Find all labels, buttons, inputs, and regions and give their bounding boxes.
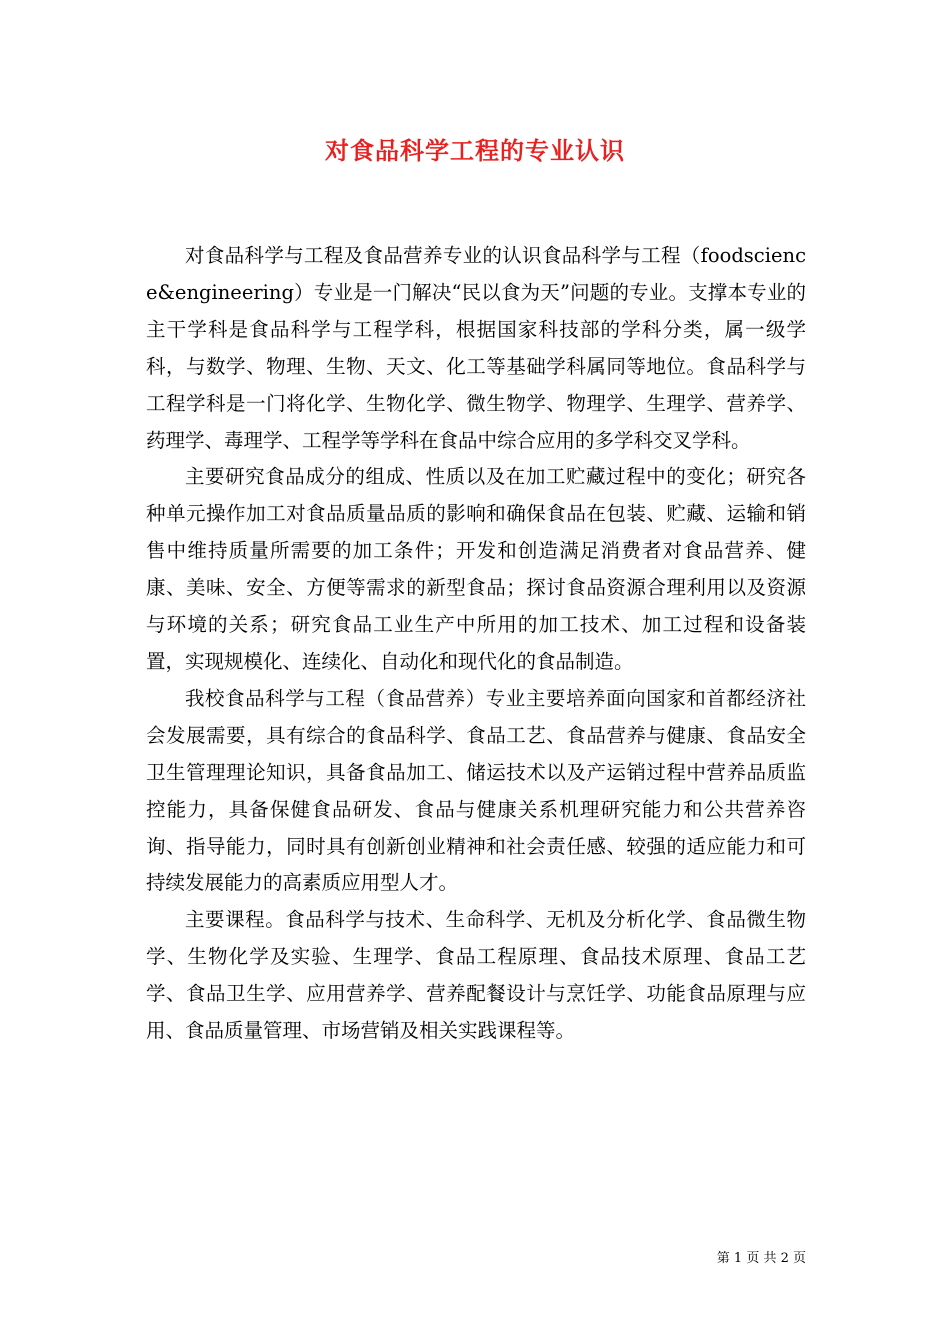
page-number: 第 1 页 共 2 页 [716, 1251, 806, 1266]
paragraph-research: 主要研究食品成分的组成、性质以及在加工贮藏过程中的变化；研究各种单元操作加工对食品质量品质的影响和确保食品在包装、贮藏、运输和销售中维持质量所需要的加工条件；开发和创造满足消费者对食品营养、健康、美味、安全、方便等需求的新型食品；探讨食品资源合理利用以及资源与环境的关系；研究食品工业生产中所用的加工技术、加工过程和设备装置，实现规模化、连续化、自动化和现代化的食品制造。 [146, 465, 806, 673]
document-body [146, 238, 806, 1050]
paragraph-intro: 对食品科学与工程及食品营养专业的认识食品科学与工程（foodscience&engineering）专业是一门解决“民以食为天”问题的专业。支撑本专业的主干学科是食品科学与工程学科，根据国家科技部的学科分类，属一级学科，与数学、物理、生物、天文、化工等基础学科属同等地位。食品科学与工程学科是一门将化学、生物化学、微生物学、物理学、生理学、营养学、药理学、毒理学、工程学等学科在食品中综合应用的多学科交叉学科。 [146, 244, 806, 452]
page-title: 对食品科学工程的专业认识 [325, 136, 625, 165]
paragraph-courses: 主要课程。食品科学与技术、生命科学、无机及分析化学、食品微生物学、生物化学及实验、生理学、食品工程原理、食品技术原理、食品工艺学、食品卫生学、应用营养学、营养配餐设计与烹饪学、功能食品原理与应用、食品质量管理、市场营销及相关实践课程等。 [146, 908, 806, 1043]
paragraph-training: 我校食品科学与工程（食品营养）专业主要培养面向国家和首都经济社会发展需要，具有综合的食品科学、食品工艺、食品营养与健康、食品安全卫生管理理论知识，具备食品加工、储运技术以及产运销过程中营养品质监控能力，具备保健食品研发、食品与健康关系机理研究能力和公共营养咨询、指导能力，同时具有创新创业精神和社会责任感、较强的适应能力和可持续发展能力的高素质应用型人才。 [146, 686, 806, 895]
